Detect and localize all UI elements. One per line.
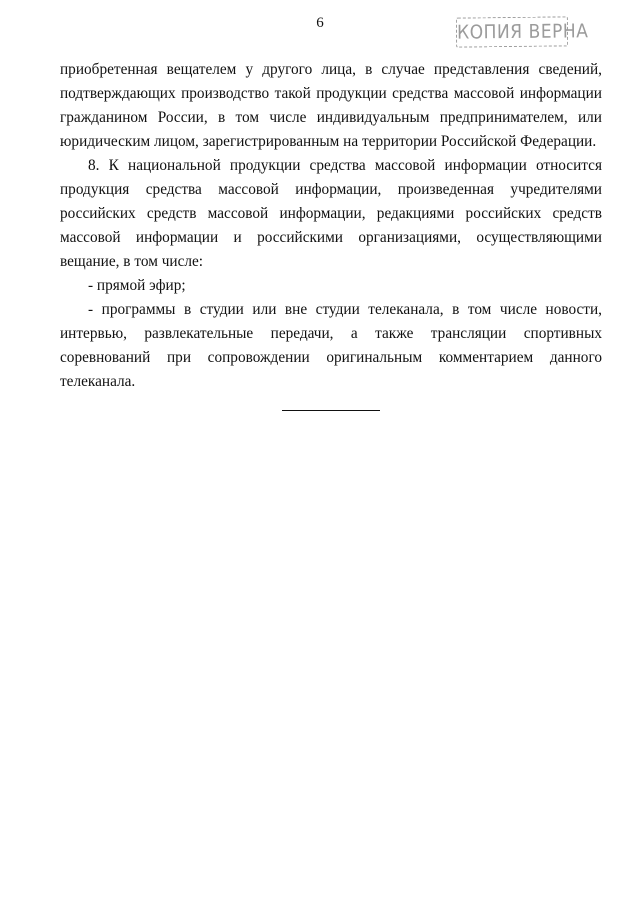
- paragraph-continuation: приобретенная вещателем у другого лица, в случае представления сведений, подтверждающих производство такой продукции средства массовой информации гражданином России, в том числе индивидуальным предпринимателем, или юридическим лицом, зарегистрированным на территории Российской Федерации.: [60, 61, 602, 150]
- page-number: 6: [316, 15, 324, 31]
- copy-certified-stamp: КОПИЯ ВЕРНА: [456, 16, 568, 47]
- list-item-studio-programs: - программы в студии или вне студии телеканала, в том числе новости, интервью, развлекательные передачи, а также трансляции спортивных соревнований при сопровождении оригинальным комментарием данного телеканала.: [60, 301, 602, 390]
- paragraph-item-8: 8. К национальной продукции средства массовой информации относится продукция средства массовой информации, произведенная учредителями российских средств массовой информации, редакциями российских средств массовой информации и российскими организациями, осуществляющими вещание, в том числе:: [60, 157, 602, 270]
- closing-separator-line: [282, 410, 380, 411]
- list-item-live-broadcast: - прямой эфир;: [88, 277, 186, 294]
- document-body: [60, 58, 602, 394]
